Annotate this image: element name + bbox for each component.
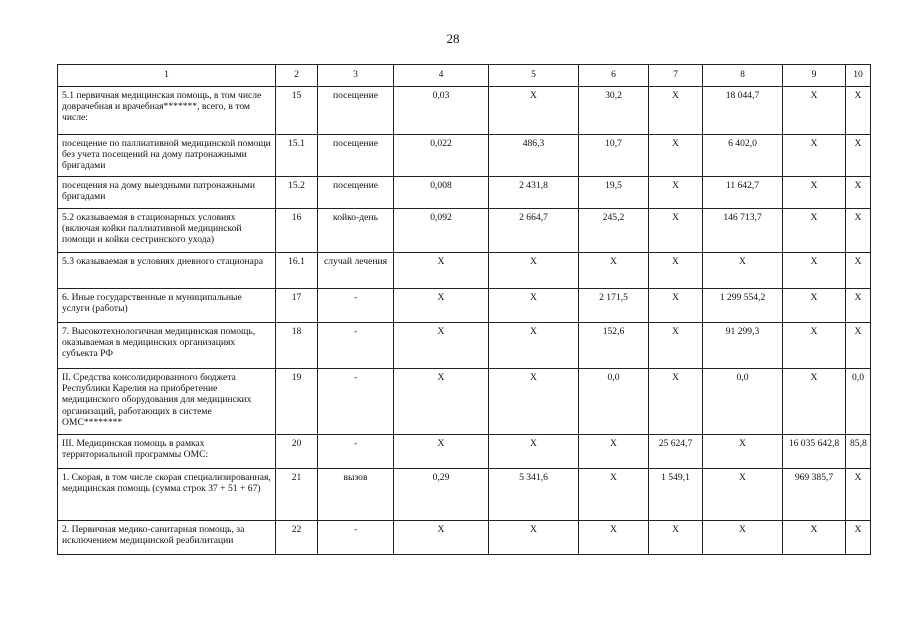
row-cell-c4: Х [394,521,489,555]
header-cell: 5 [489,65,579,87]
row-name-cell: II. Средства консолидированного бюджета Республики Карелия на приобретение медицинского оборудования для медицинских организаций, работающих в системе ОМС******** [58,369,276,435]
row-cell-c6: Х [579,253,649,289]
row-name-cell: посещения на дому выездными патронажными бригадами [58,177,276,209]
row-cell-c7: Х [649,177,703,209]
row-cell-c10: Х [846,177,871,209]
row-cell-c9: Х [783,135,846,177]
row-cell-c7: Х [649,253,703,289]
row-cell-c6: 10,7 [579,135,649,177]
row-cell-c10: Х [846,469,871,521]
row-cell-c9: 969 385,7 [783,469,846,521]
row-cell-c6: Х [579,469,649,521]
header-cell: 4 [394,65,489,87]
row-cell-unit: вызов [318,469,394,521]
row-name-cell: 2. Первичная медико-санитарная помощь, за исключением медицинской реабилитации [58,521,276,555]
row-cell-c10: Х [846,521,871,555]
row-cell-line: 19 [276,369,318,435]
row-cell-c4: 0,008 [394,177,489,209]
row-cell-c6: 245,2 [579,209,649,253]
table-row [58,177,871,209]
row-cell-c10: Х [846,209,871,253]
row-cell-c6: 2 171,5 [579,289,649,323]
row-cell-c6: 0,0 [579,369,649,435]
row-cell-c9: Х [783,323,846,369]
header-cell: 2 [276,65,318,87]
row-cell-unit: - [318,289,394,323]
row-cell-c6: 152,6 [579,323,649,369]
report-table [57,64,871,555]
row-cell-unit: посещение [318,135,394,177]
row-name-cell: 6. Иные государственные и муниципальные услуги (работы) [58,289,276,323]
row-cell-unit: койко-день [318,209,394,253]
row-cell-c7: 1 549,1 [649,469,703,521]
row-cell-c5: Х [489,289,579,323]
row-cell-c4: 0,022 [394,135,489,177]
row-cell-c5: Х [489,369,579,435]
row-cell-c8: Х [703,253,783,289]
row-cell-line: 18 [276,323,318,369]
row-cell-c9: Х [783,369,846,435]
row-cell-line: 16.1 [276,253,318,289]
header-row [58,65,871,87]
row-cell-c5: 486,3 [489,135,579,177]
row-cell-line: 21 [276,469,318,521]
row-cell-c5: 5 341,6 [489,469,579,521]
header-cell: 6 [579,65,649,87]
row-cell-line: 16 [276,209,318,253]
row-cell-c9: Х [783,209,846,253]
row-cell-c9: 16 035 642,8 [783,435,846,469]
row-cell-c8: 91 299,3 [703,323,783,369]
table-row [58,209,871,253]
row-cell-c8: Х [703,435,783,469]
row-cell-c9: Х [783,521,846,555]
row-cell-c7: Х [649,209,703,253]
table-row [58,521,871,555]
row-cell-unit: посещение [318,177,394,209]
table-row [58,289,871,323]
row-cell-c9: Х [783,253,846,289]
header-cell: 9 [783,65,846,87]
row-cell-c8: Х [703,469,783,521]
row-cell-c10: Х [846,87,871,135]
row-cell-c10: 0,0 [846,369,871,435]
row-cell-line: 15.2 [276,177,318,209]
row-cell-c4: 0,092 [394,209,489,253]
row-name-cell: 7. Высокотехнологичная медицинская помощь, оказываемая в медицинских организациях субъекта РФ [58,323,276,369]
row-cell-unit: случай лечения [318,253,394,289]
header-cell: 1 [58,65,276,87]
row-cell-c5: 2 431,8 [489,177,579,209]
row-cell-c7: 25 624,7 [649,435,703,469]
row-name-cell: 5.3 оказываемая в условиях дневного стационара [58,253,276,289]
table-row [58,323,871,369]
row-cell-c6: 19,5 [579,177,649,209]
table-row [58,87,871,135]
row-cell-c8: Х [703,521,783,555]
row-cell-line: 20 [276,435,318,469]
row-cell-c4: Х [394,289,489,323]
row-cell-c6: 30,2 [579,87,649,135]
row-cell-c5: Х [489,323,579,369]
row-cell-c7: Х [649,289,703,323]
row-cell-unit: - [318,323,394,369]
header-cell: 7 [649,65,703,87]
row-cell-line: 17 [276,289,318,323]
table-row [58,469,871,521]
row-cell-c10: Х [846,253,871,289]
row-cell-c5: 2 664,7 [489,209,579,253]
header-cell: 10 [846,65,871,87]
row-cell-c4: Х [394,369,489,435]
table-row [58,369,871,435]
header-cell: 3 [318,65,394,87]
row-cell-c4: 0,03 [394,87,489,135]
row-cell-unit: - [318,369,394,435]
table-row [58,253,871,289]
row-cell-c10: 85,8 [846,435,871,469]
row-name-cell: 5.1 первичная медицинская помощь, в том числе доврачебная и врачебная*******, всего, в том числе: [58,87,276,135]
row-cell-unit: посещение [318,87,394,135]
row-name-cell: 5.2 оказываемая в стационарных условиях (включая койки паллиативной медицинской помощи и койки сестринского ухода) [58,209,276,253]
row-cell-c4: Х [394,253,489,289]
row-cell-c5: Х [489,253,579,289]
row-cell-line: 22 [276,521,318,555]
row-cell-c10: Х [846,323,871,369]
row-cell-c8: 18 044,7 [703,87,783,135]
row-cell-c9: Х [783,289,846,323]
row-cell-line: 15 [276,87,318,135]
row-cell-c9: Х [783,87,846,135]
row-cell-unit: - [318,521,394,555]
row-cell-c4: Х [394,435,489,469]
row-cell-c8: 6 402,0 [703,135,783,177]
row-name-cell: 1. Скорая, в том числе скорая специализированная, медицинская помощь (сумма строк 37 + 51 + 67) [58,469,276,521]
row-cell-c7: Х [649,135,703,177]
row-name-cell: III. Медицинская помощь в рамках территориальной программы ОМС: [58,435,276,469]
row-cell-c7: Х [649,87,703,135]
row-name-cell: посещение по паллиативной медицинской помощи без учета посещений на дому патронажными бригадами [58,135,276,177]
row-cell-c8: 1 299 554,2 [703,289,783,323]
row-cell-c4: 0,29 [394,469,489,521]
row-cell-c7: Х [649,521,703,555]
row-cell-c10: Х [846,289,871,323]
row-cell-c6: Х [579,435,649,469]
row-cell-c5: Х [489,521,579,555]
row-cell-c8: 146 713,7 [703,209,783,253]
row-cell-c8: 0,0 [703,369,783,435]
row-cell-c10: Х [846,135,871,177]
table-row [58,435,871,469]
row-cell-unit: - [318,435,394,469]
row-cell-c5: Х [489,87,579,135]
row-cell-c8: 11 642,7 [703,177,783,209]
row-cell-c7: Х [649,323,703,369]
row-cell-c5: Х [489,435,579,469]
header-cell: 8 [703,65,783,87]
row-cell-c6: Х [579,521,649,555]
row-cell-c4: Х [394,323,489,369]
table-row [58,135,871,177]
page-number: 28 [446,31,460,46]
row-cell-line: 15.1 [276,135,318,177]
row-cell-c7: Х [649,369,703,435]
row-cell-c9: Х [783,177,846,209]
